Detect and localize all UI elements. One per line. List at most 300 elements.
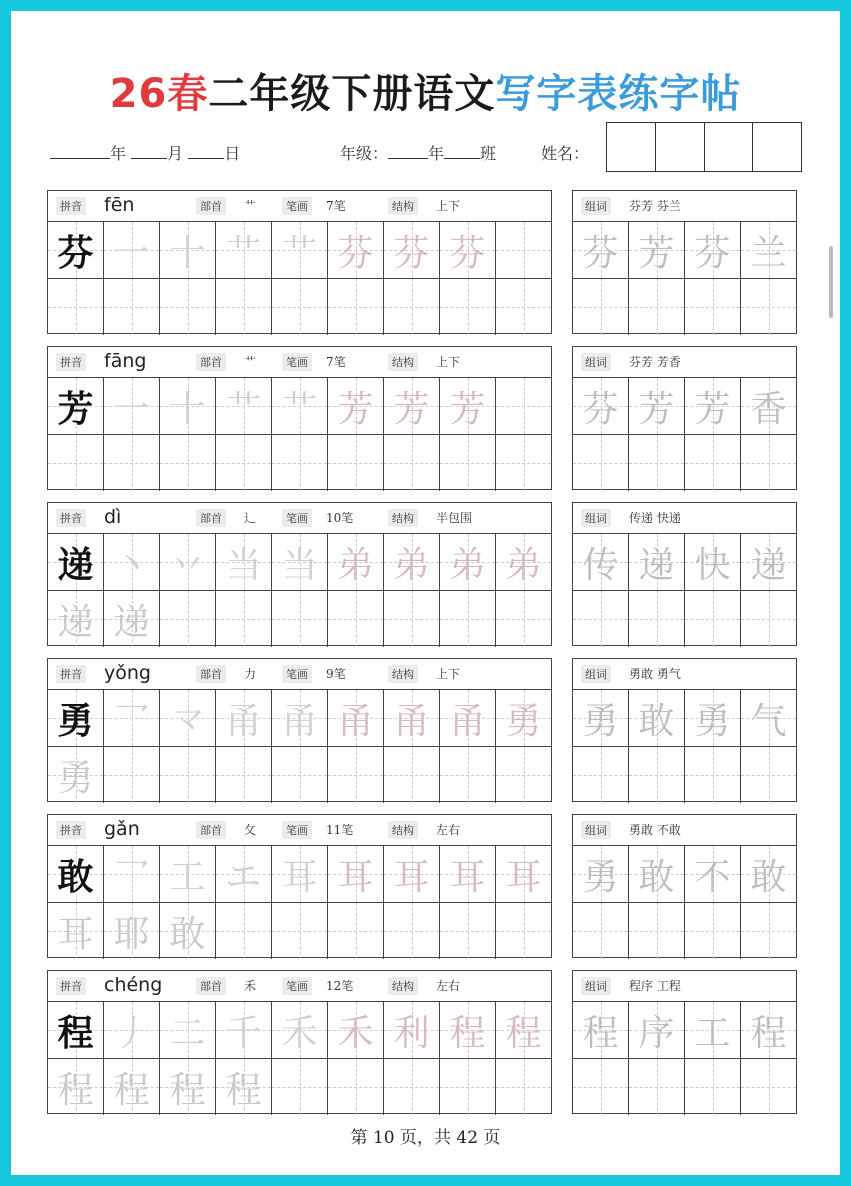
stroke-step: 十 bbox=[169, 232, 206, 274]
word-character: 勇 bbox=[582, 700, 619, 742]
grid-cell[interactable] bbox=[328, 903, 384, 959]
model-character: 程 bbox=[57, 1011, 94, 1054]
stroke-step: 甬 bbox=[281, 700, 318, 742]
word-row bbox=[573, 591, 796, 647]
words-value: 程序 工程 bbox=[629, 979, 681, 993]
practice-row bbox=[48, 1059, 551, 1115]
grid-cell[interactable] bbox=[573, 378, 629, 434]
strokes-value: 10笔 bbox=[326, 511, 354, 525]
stroke-step: 工 bbox=[169, 856, 206, 898]
word-character: 兰 bbox=[750, 232, 787, 274]
practice-row bbox=[48, 690, 551, 747]
word-character: 香 bbox=[750, 388, 787, 430]
grid-cell[interactable] bbox=[496, 1002, 551, 1058]
grid-cell[interactable] bbox=[104, 591, 160, 647]
grid-cell[interactable] bbox=[741, 1002, 796, 1058]
grid-cell[interactable] bbox=[328, 1002, 384, 1058]
structure-label: 结构 bbox=[388, 665, 418, 683]
grid-cell[interactable] bbox=[685, 1002, 741, 1058]
grid-cell[interactable] bbox=[384, 690, 440, 746]
stroke-step: 乛 bbox=[113, 856, 150, 898]
grid-cell[interactable] bbox=[160, 378, 216, 434]
grid-cell[interactable] bbox=[685, 534, 741, 590]
grid-cell[interactable] bbox=[384, 534, 440, 590]
grid-cell bbox=[48, 690, 104, 746]
grid-cell[interactable] bbox=[685, 279, 741, 335]
pinyin-value: gǎn bbox=[104, 818, 140, 840]
grid-cell bbox=[48, 378, 104, 434]
char-block bbox=[47, 346, 552, 490]
pinyin-value: chéng bbox=[104, 974, 163, 996]
grid-cell[interactable] bbox=[272, 591, 328, 647]
stroke-step: 芬 bbox=[337, 232, 374, 274]
stroke-step: 甬 bbox=[225, 700, 262, 742]
word-row bbox=[573, 1002, 796, 1059]
grid-cell[interactable] bbox=[685, 591, 741, 647]
pinyin-value: fāng bbox=[104, 350, 147, 372]
words-label: 组词 bbox=[581, 665, 611, 683]
grid-cell[interactable] bbox=[48, 903, 104, 959]
structure-label: 结构 bbox=[388, 509, 418, 527]
grid-cell[interactable] bbox=[629, 747, 685, 803]
grid-cell[interactable] bbox=[104, 1002, 160, 1058]
char-info-bar bbox=[48, 347, 551, 378]
grid-cell[interactable] bbox=[440, 1059, 496, 1115]
stroke-step: 耳 bbox=[337, 856, 374, 898]
char-block bbox=[47, 190, 552, 334]
pinyin-value: dì bbox=[104, 506, 122, 528]
grid-cell[interactable] bbox=[741, 534, 796, 590]
word-character: 递 bbox=[750, 544, 787, 586]
grid-cell[interactable] bbox=[741, 846, 796, 902]
word-info-bar bbox=[573, 191, 796, 222]
trace-character: 程 bbox=[57, 1069, 94, 1111]
grid-cell[interactable] bbox=[216, 534, 272, 590]
title-part-2: 二年级下册语文 bbox=[208, 71, 496, 117]
grid-cell[interactable] bbox=[629, 378, 685, 434]
name-boxes[interactable] bbox=[606, 122, 802, 172]
grid-cell[interactable] bbox=[328, 690, 384, 746]
model-character: 芬 bbox=[57, 231, 94, 274]
grid-cell[interactable] bbox=[216, 1002, 272, 1058]
char-info-bar bbox=[48, 191, 551, 222]
grid-cell[interactable] bbox=[573, 1059, 629, 1115]
grid-cell[interactable] bbox=[741, 690, 796, 746]
grid-cell[interactable] bbox=[741, 222, 796, 278]
stroke-step: 二 bbox=[169, 1012, 206, 1054]
grid-cell[interactable] bbox=[440, 747, 496, 803]
grade-label: 年级： bbox=[340, 144, 389, 163]
model-character: 勇 bbox=[57, 699, 94, 742]
grid-cell[interactable] bbox=[573, 1002, 629, 1058]
word-character: 芬 bbox=[694, 232, 731, 274]
grid-cell[interactable] bbox=[496, 279, 551, 335]
grid-cell[interactable] bbox=[629, 846, 685, 902]
grid-cell[interactable] bbox=[496, 591, 551, 647]
stroke-step: 丶 bbox=[113, 544, 150, 586]
practice-row bbox=[48, 1002, 551, 1059]
word-row bbox=[573, 222, 796, 279]
grid-cell[interactable] bbox=[272, 222, 328, 278]
class-blank[interactable] bbox=[444, 144, 480, 159]
grid-cell[interactable] bbox=[328, 1059, 384, 1115]
word-character: 递 bbox=[638, 544, 675, 586]
grid-cell[interactable] bbox=[160, 903, 216, 959]
grid-cell[interactable] bbox=[573, 846, 629, 902]
grid-cell[interactable] bbox=[216, 903, 272, 959]
title-part-3: 写字表练字帖 bbox=[495, 71, 742, 117]
grid-cell[interactable] bbox=[440, 690, 496, 746]
grid-cell[interactable] bbox=[216, 435, 272, 491]
strokes-label: 笔画 bbox=[282, 197, 312, 215]
grid-cell[interactable] bbox=[573, 591, 629, 647]
stroke-step: 耳 bbox=[449, 856, 486, 898]
grid-cell[interactable] bbox=[741, 591, 796, 647]
stroke-step: 弟 bbox=[505, 544, 542, 586]
grid-cell[interactable] bbox=[384, 903, 440, 959]
grid-cell[interactable] bbox=[573, 222, 629, 278]
grid-cell[interactable] bbox=[104, 279, 160, 335]
word-row bbox=[573, 903, 796, 959]
name-label: 姓名： bbox=[541, 144, 590, 163]
structure-value: 上下 bbox=[436, 199, 461, 213]
grid-cell[interactable] bbox=[685, 846, 741, 902]
practice-row bbox=[48, 903, 551, 959]
grid-cell[interactable] bbox=[216, 591, 272, 647]
strokes-label: 笔画 bbox=[282, 353, 312, 371]
grid-cell[interactable] bbox=[104, 1059, 160, 1115]
trace-character: 递 bbox=[57, 601, 94, 643]
grid-cell[interactable] bbox=[216, 690, 272, 746]
grid-cell[interactable] bbox=[496, 378, 551, 434]
grid-cell[interactable] bbox=[160, 435, 216, 491]
grid-cell[interactable] bbox=[216, 747, 272, 803]
word-row bbox=[573, 846, 796, 903]
char-block bbox=[47, 658, 552, 802]
strokes-value: 11笔 bbox=[326, 823, 354, 837]
grid-cell[interactable] bbox=[272, 279, 328, 335]
grid-cell[interactable] bbox=[160, 222, 216, 278]
words-value: 芬芳 芬兰 bbox=[629, 199, 681, 213]
page-title bbox=[0, 62, 851, 119]
radical-label: 部首 bbox=[196, 197, 226, 215]
trace-character: 敢 bbox=[169, 913, 206, 955]
grid-cell[interactable] bbox=[48, 1059, 104, 1115]
practice-row bbox=[48, 534, 551, 591]
grid-cell[interactable] bbox=[629, 222, 685, 278]
month-blank[interactable] bbox=[131, 144, 167, 159]
radical-value: 攵 bbox=[244, 823, 257, 837]
grid-cell[interactable] bbox=[384, 279, 440, 335]
grid-cell[interactable] bbox=[440, 903, 496, 959]
grid-cell[interactable] bbox=[272, 1002, 328, 1058]
strokes-value: 7笔 bbox=[326, 355, 346, 369]
stroke-step: 耳 bbox=[281, 856, 318, 898]
structure-label: 结构 bbox=[388, 821, 418, 839]
grid-cell[interactable] bbox=[160, 690, 216, 746]
grid-cell[interactable] bbox=[573, 534, 629, 590]
words-value: 勇敢 勇气 bbox=[629, 667, 681, 681]
grid-cell[interactable] bbox=[384, 378, 440, 434]
grid-cell[interactable] bbox=[328, 222, 384, 278]
grid-cell[interactable] bbox=[741, 903, 796, 959]
grid-cell[interactable] bbox=[573, 747, 629, 803]
grid-cell[interactable] bbox=[741, 1059, 796, 1115]
grid-cell[interactable] bbox=[685, 690, 741, 746]
grid-cell[interactable] bbox=[104, 747, 160, 803]
strokes-label: 笔画 bbox=[282, 977, 312, 995]
structure-value: 半包围 bbox=[436, 511, 473, 525]
grid-cell[interactable] bbox=[573, 435, 629, 491]
grid-cell[interactable] bbox=[629, 591, 685, 647]
grid-cell[interactable] bbox=[496, 846, 551, 902]
year-label: 年 bbox=[110, 144, 127, 163]
grid-cell[interactable] bbox=[440, 222, 496, 278]
char-block bbox=[47, 502, 552, 646]
stroke-step: 弟 bbox=[393, 544, 430, 586]
grid-cell[interactable] bbox=[685, 378, 741, 434]
date-line bbox=[50, 141, 240, 164]
stroke-step: 勇 bbox=[505, 700, 542, 742]
grid-cell[interactable] bbox=[328, 279, 384, 335]
trace-character: 勇 bbox=[57, 757, 94, 799]
word-info-bar bbox=[573, 971, 796, 1002]
structure-label: 结构 bbox=[388, 197, 418, 215]
words-label: 组词 bbox=[581, 197, 611, 215]
grid-cell[interactable] bbox=[328, 846, 384, 902]
grid-cell[interactable] bbox=[384, 846, 440, 902]
grid-cell[interactable] bbox=[328, 747, 384, 803]
grid-cell[interactable] bbox=[216, 846, 272, 902]
grid-cell[interactable] bbox=[160, 1002, 216, 1058]
grid-cell[interactable] bbox=[496, 435, 551, 491]
stroke-step: 艹 bbox=[225, 232, 262, 274]
stroke-step: 弟 bbox=[449, 544, 486, 586]
year-blank[interactable] bbox=[50, 144, 110, 159]
grid-cell[interactable] bbox=[685, 1059, 741, 1115]
strokes-label: 笔画 bbox=[282, 665, 312, 683]
grid-cell bbox=[48, 534, 104, 590]
grid-cell[interactable] bbox=[216, 378, 272, 434]
practice-row bbox=[48, 846, 551, 903]
word-info-bar bbox=[573, 503, 796, 534]
grid-cell[interactable] bbox=[440, 846, 496, 902]
grid-cell[interactable] bbox=[685, 435, 741, 491]
scrollbar[interactable] bbox=[829, 246, 833, 318]
word-character: 勇 bbox=[582, 856, 619, 898]
grid-cell[interactable] bbox=[272, 534, 328, 590]
pinyin-label: 拼音 bbox=[56, 665, 86, 683]
grid-cell[interactable] bbox=[384, 435, 440, 491]
radical-value: 艹 bbox=[244, 355, 257, 369]
grid-cell bbox=[48, 222, 104, 278]
stroke-step: 艹 bbox=[225, 388, 262, 430]
grid-cell[interactable] bbox=[741, 435, 796, 491]
word-row bbox=[573, 1059, 796, 1115]
grid-cell[interactable] bbox=[573, 279, 629, 335]
word-row bbox=[573, 534, 796, 591]
word-character: 不 bbox=[694, 856, 731, 898]
grid-cell[interactable] bbox=[272, 1059, 328, 1115]
word-character: 勇 bbox=[694, 700, 731, 742]
stroke-step: 一 bbox=[113, 388, 150, 430]
grid-cell[interactable] bbox=[272, 846, 328, 902]
grid-cell[interactable] bbox=[741, 279, 796, 335]
grid-cell[interactable] bbox=[741, 378, 796, 434]
grid-cell[interactable] bbox=[272, 378, 328, 434]
grid-cell[interactable] bbox=[328, 435, 384, 491]
grid-cell[interactable] bbox=[216, 222, 272, 278]
words-value: 传递 快递 bbox=[629, 511, 681, 525]
grid-cell[interactable] bbox=[104, 534, 160, 590]
word-block bbox=[572, 190, 797, 334]
grid-cell[interactable] bbox=[384, 1002, 440, 1058]
grid-cell[interactable] bbox=[629, 690, 685, 746]
trace-character: 程 bbox=[169, 1069, 206, 1111]
grid-cell[interactable] bbox=[440, 1002, 496, 1058]
grid-cell[interactable] bbox=[160, 279, 216, 335]
grid-cell[interactable] bbox=[629, 279, 685, 335]
word-character: 敢 bbox=[638, 856, 675, 898]
word-block bbox=[572, 814, 797, 958]
grid-cell[interactable] bbox=[496, 903, 551, 959]
stroke-step: 程 bbox=[449, 1012, 486, 1054]
grid-cell[interactable] bbox=[48, 435, 104, 491]
grid-cell[interactable] bbox=[272, 435, 328, 491]
grid-cell[interactable] bbox=[104, 435, 160, 491]
grid-cell[interactable] bbox=[272, 747, 328, 803]
grid-cell[interactable] bbox=[104, 222, 160, 278]
strokes-value: 12笔 bbox=[326, 979, 354, 993]
grid-cell[interactable] bbox=[384, 591, 440, 647]
grid-cell[interactable] bbox=[685, 903, 741, 959]
stroke-step: 芬 bbox=[393, 232, 430, 274]
grid-cell[interactable] bbox=[440, 378, 496, 434]
grid-cell[interactable] bbox=[328, 591, 384, 647]
grid-cell[interactable] bbox=[216, 279, 272, 335]
stroke-step: 当 bbox=[281, 544, 318, 586]
word-character: 芳 bbox=[694, 388, 731, 430]
structure-value: 上下 bbox=[436, 667, 461, 681]
words-value: 勇敢 不敢 bbox=[629, 823, 681, 837]
word-character: 程 bbox=[750, 1012, 787, 1054]
stroke-step: 甬 bbox=[393, 700, 430, 742]
grid-cell[interactable] bbox=[496, 690, 551, 746]
words-label: 组词 bbox=[581, 821, 611, 839]
grid-cell[interactable] bbox=[741, 747, 796, 803]
grid-cell[interactable] bbox=[384, 222, 440, 278]
char-info-bar bbox=[48, 659, 551, 690]
grid-cell[interactable] bbox=[160, 591, 216, 647]
grid-cell[interactable] bbox=[272, 903, 328, 959]
word-block bbox=[572, 970, 797, 1114]
grid-cell[interactable] bbox=[104, 690, 160, 746]
practice-row bbox=[48, 591, 551, 647]
grid-cell[interactable] bbox=[384, 1059, 440, 1115]
stroke-step: 当 bbox=[225, 544, 262, 586]
strokes-value: 9笔 bbox=[326, 667, 346, 681]
stroke-step: 耳 bbox=[505, 856, 542, 898]
pinyin-label: 拼音 bbox=[56, 977, 86, 995]
grid-cell[interactable] bbox=[104, 846, 160, 902]
grid-cell[interactable] bbox=[440, 435, 496, 491]
grid-cell[interactable] bbox=[272, 690, 328, 746]
grid-cell[interactable] bbox=[685, 747, 741, 803]
structure-value: 左右 bbox=[436, 823, 461, 837]
char-info-bar bbox=[48, 503, 551, 534]
day-blank[interactable] bbox=[188, 144, 224, 159]
grid-cell[interactable] bbox=[629, 534, 685, 590]
grid-cell[interactable] bbox=[629, 1059, 685, 1115]
grid-cell[interactable] bbox=[384, 747, 440, 803]
structure-label: 结构 bbox=[388, 353, 418, 371]
grid-cell[interactable] bbox=[160, 1059, 216, 1115]
stroke-step: 芬 bbox=[449, 232, 486, 274]
stroke-step: 乛 bbox=[113, 700, 150, 742]
word-info-bar bbox=[573, 347, 796, 378]
radical-value: 力 bbox=[244, 667, 257, 681]
radical-label: 部首 bbox=[196, 353, 226, 371]
word-block bbox=[572, 346, 797, 490]
grid-cell[interactable] bbox=[104, 378, 160, 434]
grade-year-label: 年 bbox=[428, 144, 445, 163]
grid-cell[interactable] bbox=[496, 534, 551, 590]
grid-cell[interactable] bbox=[160, 534, 216, 590]
pinyin-value: fēn bbox=[104, 194, 135, 216]
grid-cell[interactable] bbox=[216, 1059, 272, 1115]
grid-cell[interactable] bbox=[328, 378, 384, 434]
word-block bbox=[572, 502, 797, 646]
word-character: 传 bbox=[582, 544, 619, 586]
grid-cell[interactable] bbox=[160, 747, 216, 803]
stroke-step: 耳 bbox=[393, 856, 430, 898]
grid-cell[interactable] bbox=[496, 747, 551, 803]
stroke-step: 芳 bbox=[393, 388, 430, 430]
grid-cell[interactable] bbox=[328, 534, 384, 590]
word-info-bar bbox=[573, 815, 796, 846]
stroke-step: 芳 bbox=[337, 388, 374, 430]
word-block bbox=[572, 658, 797, 802]
grid-cell[interactable] bbox=[48, 279, 104, 335]
word-character: 快 bbox=[694, 544, 731, 586]
word-character: 芬 bbox=[582, 232, 619, 274]
words-label: 组词 bbox=[581, 977, 611, 995]
grid-cell[interactable] bbox=[160, 846, 216, 902]
stroke-step: 程 bbox=[505, 1012, 542, 1054]
practice-row bbox=[48, 222, 551, 279]
grid-cell[interactable] bbox=[440, 591, 496, 647]
grid-cell[interactable] bbox=[573, 903, 629, 959]
word-character: 工 bbox=[694, 1012, 731, 1054]
grade-year-blank[interactable] bbox=[388, 144, 428, 159]
grid-cell[interactable] bbox=[629, 435, 685, 491]
grid-cell[interactable] bbox=[48, 747, 104, 803]
grid-cell[interactable] bbox=[104, 903, 160, 959]
grid-cell[interactable] bbox=[629, 903, 685, 959]
grid-cell[interactable] bbox=[440, 534, 496, 590]
page-number: 第 10 页，共 42 页 bbox=[350, 1128, 501, 1148]
grid-cell[interactable] bbox=[685, 222, 741, 278]
grid-cell[interactable] bbox=[48, 591, 104, 647]
grid-cell[interactable] bbox=[440, 279, 496, 335]
grid-cell bbox=[48, 846, 104, 902]
grid-cell[interactable] bbox=[629, 1002, 685, 1058]
grid-cell[interactable] bbox=[573, 690, 629, 746]
grid-cell[interactable] bbox=[496, 1059, 551, 1115]
stroke-step: 龴 bbox=[169, 700, 206, 742]
grid-cell[interactable] bbox=[496, 222, 551, 278]
pinyin-value: yǒng bbox=[104, 662, 151, 684]
